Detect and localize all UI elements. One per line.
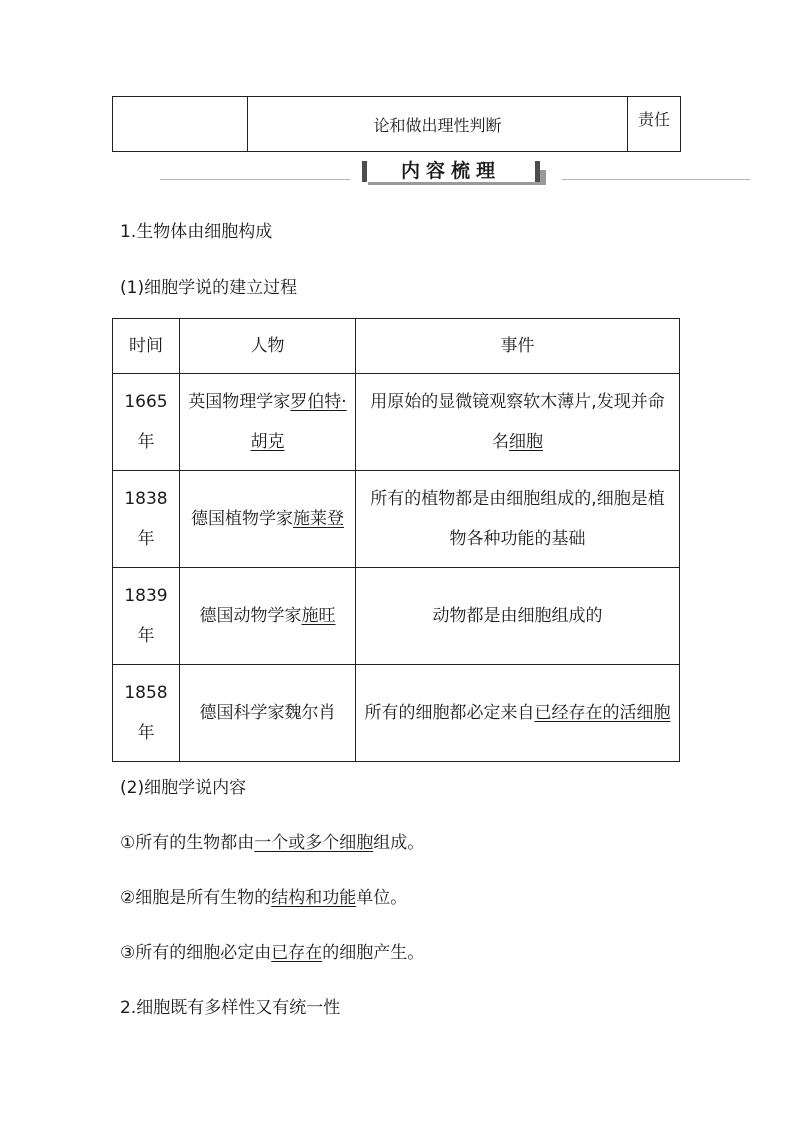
header-cell-2: 论和做出理性判断 [248, 97, 628, 152]
section-1-heading: 1.生物体由细胞构成 [120, 222, 273, 242]
header-time: 时间 [113, 319, 180, 374]
list-item: ②细胞是所有生物的结构和功能单位。 [120, 888, 408, 908]
banner-line-right [562, 179, 750, 180]
table-row [113, 471, 680, 568]
cell-event: 动物都是由细胞组成的 [356, 568, 680, 665]
table-row [113, 568, 680, 665]
banner-title: 内容梳理 [362, 161, 540, 182]
header-event: 事件 [356, 319, 680, 374]
header-cell-3: 责任 [628, 97, 681, 152]
header-person: 人物 [180, 319, 356, 374]
table-row [113, 665, 680, 762]
cell-event: 所有的细胞都必定来自已经存在的活细胞 [356, 665, 680, 762]
section-banner [160, 158, 750, 188]
cell-person: 德国植物学家施莱登 [180, 471, 356, 568]
cell-time: 1665年 [113, 374, 180, 471]
banner-line-left [160, 179, 350, 180]
cell-time: 1838年 [113, 471, 180, 568]
cell-person: 英国物理学家罗伯特·胡克 [180, 374, 356, 471]
list-item: ③所有的细胞必定由已存在的细胞产生。 [120, 943, 425, 963]
cell-theory-history-table [112, 318, 680, 762]
list-item: ①所有的生物都由一个或多个细胞组成。 [120, 833, 425, 853]
header-cell-1 [113, 97, 248, 152]
header-table [112, 96, 681, 152]
section-2-heading: 2.细胞既有多样性又有统一性 [120, 998, 341, 1018]
table-header-row [113, 319, 680, 374]
cell-time: 1839年 [113, 568, 180, 665]
cell-event: 所有的植物都是由细胞组成的,细胞是植物各种功能的基础 [356, 471, 680, 568]
subsection-1-heading: (1)细胞学说的建立过程 [120, 278, 298, 298]
cell-time: 1858年 [113, 665, 180, 762]
cell-person: 德国动物学家施旺 [180, 568, 356, 665]
subsection-2-heading: (2)细胞学说内容 [120, 778, 247, 798]
cell-event: 用原始的显微镜观察软木薄片,发现并命名细胞 [356, 374, 680, 471]
cell-person: 德国科学家魏尔肖 [180, 665, 356, 762]
table-row [113, 374, 680, 471]
